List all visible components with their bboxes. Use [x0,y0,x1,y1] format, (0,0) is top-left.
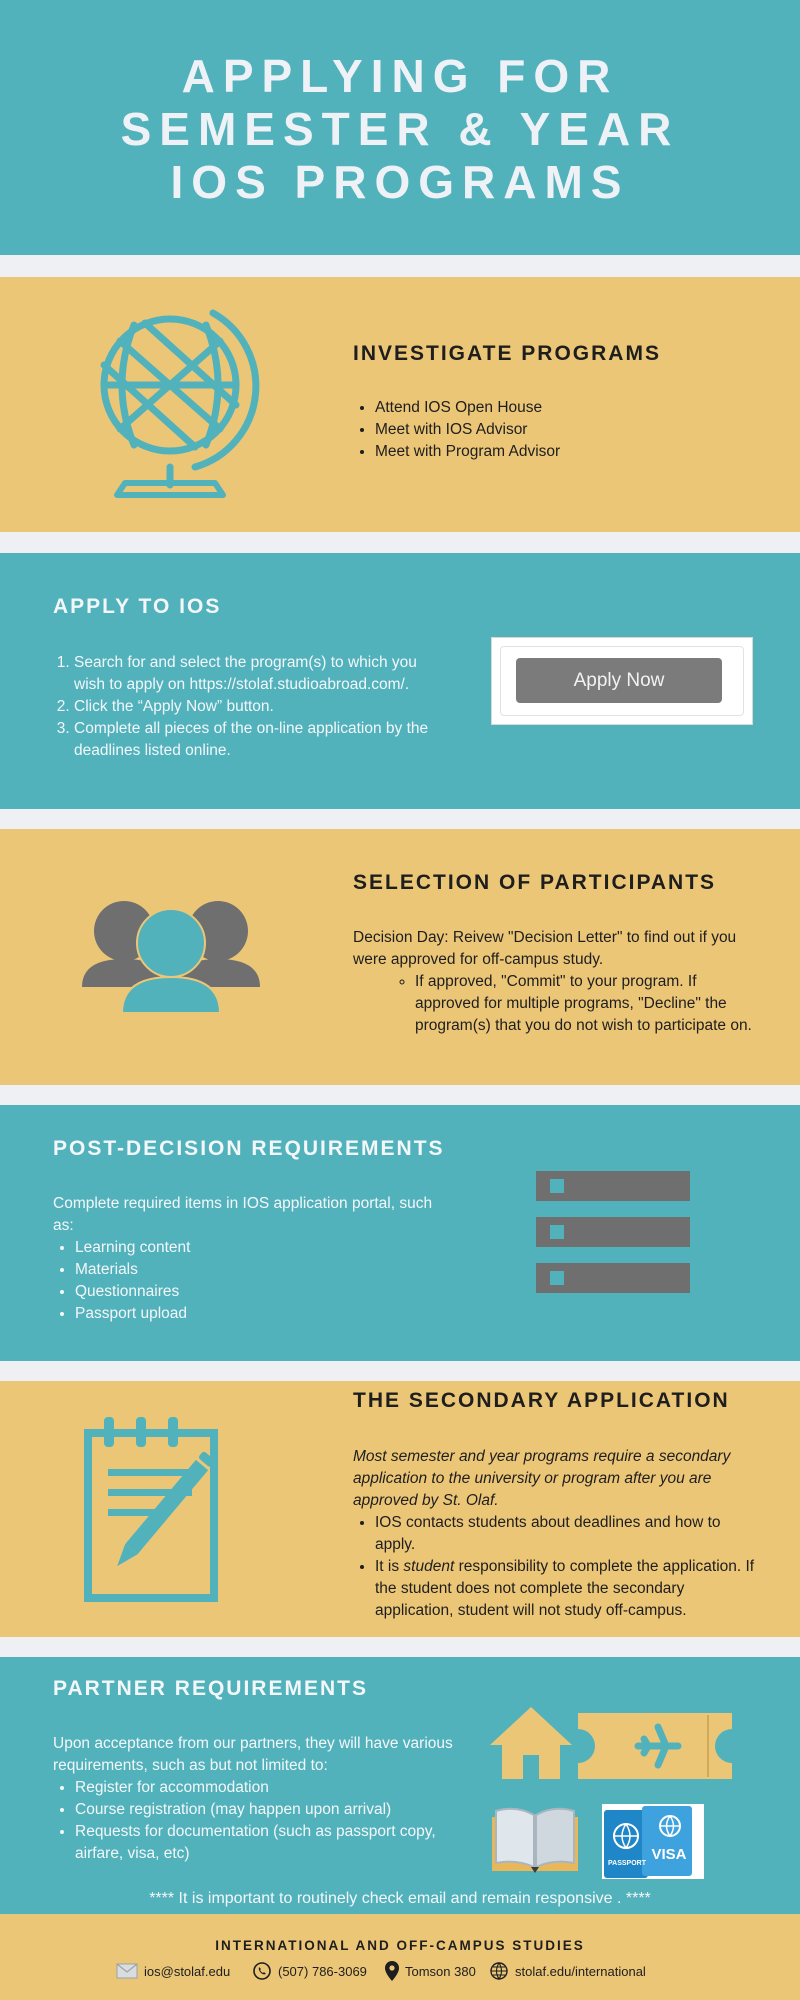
list-item: 3. Complete all pieces of the on-line application by the deadlines listed online. [74,718,442,762]
passport-label: PASSPORT [608,1860,646,1867]
apply-steps [52,652,442,762]
plane-ticket-icon [578,1713,732,1779]
house-icon [490,1707,572,1779]
partner-section [0,1657,800,1914]
footer-email-text: ios@stolaf.edu [144,1963,231,1979]
list-item: • Meet with Program Advisor [375,441,773,463]
list-item: • Passport upload [75,1303,443,1325]
post-decision-section [0,1105,800,1361]
footer-email[interactable] [116,1960,230,1982]
passport-icon [602,1804,704,1879]
secondary-intro: Most semester and year programs require a secondary application to the university or program after you are approved by St. Olaf. [353,1448,731,1509]
selection-content [353,927,758,1037]
secondary-title: THE SECONDARY APPLICATION [353,1389,730,1412]
footer-location-text: Tomson 380 [405,1963,476,1979]
list-item: 1. Search for and select the program(s) to which you wish to apply on https://stolaf.studioabroad.com/. [74,652,442,696]
footer-org: INTERNATIONAL AND OFF-CAMPUS STUDIES [215,1938,585,1953]
list-item: • Materials [75,1259,443,1281]
web-globe-icon [489,1961,509,1981]
apply-now-frame [491,637,753,725]
page-title [0,50,800,209]
partner-title: PARTNER REQUIREMENTS [53,1677,368,1700]
selection-section [0,829,800,1085]
secondary-section [0,1381,800,1637]
list-item: • Questionnaires [75,1281,443,1303]
header-banner [0,0,800,255]
book-icon [490,1805,580,1875]
apply-title: APPLY TO IOS [53,595,222,618]
whatsapp-phone-icon [252,1961,272,1981]
list-item: • Learning content [75,1237,443,1259]
map-pin-icon [385,1961,399,1981]
globe-icon [90,307,260,502]
footer-phone[interactable] [252,1960,367,1982]
envelope-icon [116,1963,138,1979]
visa-label: VISA [651,1846,687,1863]
title-line-2: SEMESTER & YEAR [120,103,680,155]
footer-website[interactable] [489,1960,646,1982]
list-item: • Register for accommodation [75,1777,453,1799]
footer-location [385,1960,476,1982]
footer [0,1914,800,2000]
list-item: • Requests for documentation (such as passport copy, airfare, visa, etc) [75,1821,453,1865]
footer-website-text: stolaf.edu/international [515,1963,646,1979]
list-item: • IOS contacts students about deadlines and how to apply. [375,1512,763,1556]
title-line-3: IOS PROGRAMS [170,156,630,208]
list-item: ◦ If approved, "Commit" to your program. If approved for multiple programs, "Decline" the program(s) that you do not wish to participate on. [415,971,758,1037]
post-decision-title: POST-DECISION REQUIREMENTS [53,1137,445,1160]
checklist-icon [536,1171,691,1301]
apply-now-button[interactable]: Apply Now [516,658,722,703]
title-line-1: APPLYING FOR [181,50,619,102]
partner-intro: Upon acceptance from our partners, they will have various requirements, such as but not limited to: [53,1735,453,1774]
selection-title: SELECTION OF PARTICIPANTS [353,871,717,894]
footer-phone-text: (507) 786-3069 [278,1963,367,1979]
secondary-content [353,1446,763,1622]
list-item: • Meet with IOS Advisor [375,419,773,441]
investigate-list [353,397,773,463]
list-item: 2. Click the “Apply Now” button. [74,696,442,718]
post-decision-intro: Complete required items in IOS application portal, such as: [53,1195,433,1234]
investigate-section [0,277,800,532]
people-group-icon [80,899,265,1014]
list-item: • Course registration (may happen upon arrival) [75,1799,453,1821]
list-item: • Attend IOS Open House [375,397,773,419]
selection-intro: Decision Day: Reivew "Decision Letter" to find out if you were approved for off-campus study. [353,929,737,968]
post-decision-content [53,1193,443,1325]
notepad-pencil-icon [82,1413,262,1603]
investigate-title: INVESTIGATE PROGRAMS [353,342,661,365]
partner-content [53,1733,453,1865]
list-item: • It is student responsibility to complete the application. If the student does not complete the secondary application, student will not study off-campus. [375,1556,763,1622]
footer-note: **** It is important to routinely check email and remain responsive . **** [149,1890,651,1907]
passport-visa-card [602,1804,704,1879]
